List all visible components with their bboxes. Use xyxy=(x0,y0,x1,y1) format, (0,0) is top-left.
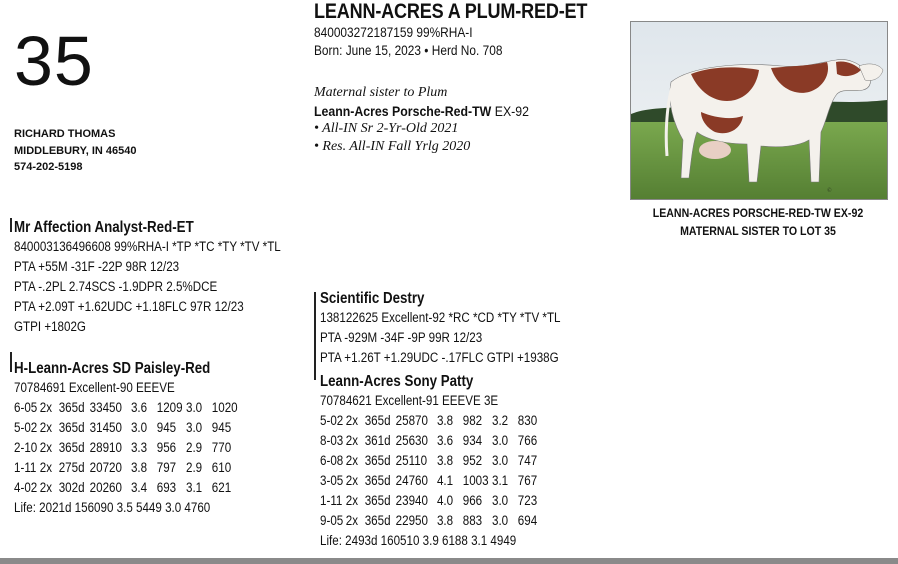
record-cell: 3.0 xyxy=(130,420,148,435)
record-cell: 5-02 xyxy=(14,420,38,435)
record-cell: 2x xyxy=(345,433,359,448)
record-cell: 3.0 xyxy=(186,400,203,415)
sire-line: PTA -.2PL 2.74SCS -1.9DPR 2.5%DCE xyxy=(14,279,218,294)
record-cell: 2x xyxy=(39,480,53,495)
sire-line: GTPI +1802G xyxy=(14,319,86,334)
grand-dam-name: Leann-Acres Sony Patty xyxy=(320,373,474,390)
record-cell: 1-11 xyxy=(320,493,343,508)
record-cell: 1003 xyxy=(462,473,489,488)
record-cell: 934 xyxy=(462,433,483,448)
record-cell: 365d xyxy=(364,493,391,508)
record-cell: 3.3 xyxy=(130,440,148,455)
dam-record-row xyxy=(14,438,241,458)
sister-score: EX-92 xyxy=(491,103,529,119)
consignor-city: MIDDLEBURY, IN 46540 xyxy=(14,144,137,157)
record-cell: 966 xyxy=(462,493,483,508)
sire-block xyxy=(14,218,324,337)
record-cell: 33450 xyxy=(89,400,122,415)
record-cell: 3.0 xyxy=(492,433,509,448)
record-cell: 6-08 xyxy=(320,453,344,468)
record-cell: 361d xyxy=(364,433,391,448)
photo-caption xyxy=(640,205,876,241)
record-cell: 694 xyxy=(517,513,538,528)
record-cell: 23940 xyxy=(395,493,428,508)
record-cell: 5-02 xyxy=(320,413,344,428)
record-cell: 8-03 xyxy=(320,433,344,448)
section-rule xyxy=(10,352,12,372)
record-cell: 2.9 xyxy=(186,440,203,455)
grand-dam-record-row xyxy=(320,411,547,431)
grand-dam-record-row xyxy=(320,471,547,491)
svg-text:©: © xyxy=(827,188,832,194)
record-cell: 952 xyxy=(462,453,483,468)
cow-photo-illustration xyxy=(631,22,887,199)
record-cell: 365d xyxy=(364,453,391,468)
sister-honor: • Res. All-IN Fall Yrlg 2020 xyxy=(314,139,471,154)
animal-registration: 840003272187159 99%RHA-I xyxy=(314,25,473,40)
animal-born: Born: June 15, 2023 • Herd No. 708 xyxy=(314,43,503,58)
maternal-sister-block xyxy=(314,84,614,156)
record-cell: 22950 xyxy=(395,513,428,528)
animal-name: LEANN-ACRES A PLUM-RED-ET xyxy=(314,0,588,23)
record-cell: 28910 xyxy=(89,440,122,455)
record-cell: 3.8 xyxy=(436,513,454,528)
sire-line: PTA +55M -31F -22P 98R 12/23 xyxy=(14,259,180,274)
record-cell: 1209 xyxy=(156,400,183,415)
photo-caption-line: LEANN-ACRES PORSCHE-RED-TW EX-92 xyxy=(652,208,864,220)
dam-life-record: Life: 2021d 156090 3.5 5449 3.0 4760 xyxy=(14,500,211,515)
record-cell: 610 xyxy=(211,460,232,475)
sire-name: Mr Affection Analyst-Red-ET xyxy=(14,219,194,236)
mgs-line: PTA -929M -34F -9P 99R 12/23 xyxy=(320,330,483,345)
dam-registration: 70784691 Excellent-90 EEEVE xyxy=(14,380,175,395)
consignor-info xyxy=(14,126,136,176)
maternal-grandsire-block xyxy=(320,289,600,368)
record-cell: 9-05 xyxy=(320,513,344,528)
consignor-phone: 574-202-5198 xyxy=(14,161,83,173)
record-cell: 365d xyxy=(364,413,391,428)
sister-name-text: Leann-Acres Porsche-Red-TW xyxy=(314,103,492,119)
mgs-name: Scientific Destry xyxy=(320,290,425,307)
record-cell: 2x xyxy=(39,460,53,475)
grand-dam-record-row xyxy=(320,491,547,511)
record-cell: 25630 xyxy=(395,433,428,448)
record-cell: 365d xyxy=(364,513,391,528)
record-cell: 982 xyxy=(462,413,483,428)
record-cell: 797 xyxy=(156,460,177,475)
record-cell: 3.8 xyxy=(436,413,454,428)
record-cell: 3.0 xyxy=(186,420,203,435)
record-cell: 3.0 xyxy=(492,513,509,528)
record-cell: 20720 xyxy=(89,460,122,475)
record-cell: 2x xyxy=(39,440,53,455)
record-cell: 723 xyxy=(517,493,538,508)
grand-dam-block xyxy=(320,372,584,551)
record-cell: 830 xyxy=(517,413,538,428)
section-rule xyxy=(10,218,12,232)
record-cell: 275d xyxy=(58,460,85,475)
record-cell: 25110 xyxy=(395,453,428,468)
record-cell: 365d xyxy=(58,440,85,455)
photo-caption-line: MATERNAL SISTER TO LOT 35 xyxy=(680,226,836,238)
record-cell: 2.9 xyxy=(186,460,203,475)
record-cell: 621 xyxy=(211,480,232,495)
record-cell: 24760 xyxy=(395,473,428,488)
record-cell: 2x xyxy=(345,513,359,528)
record-cell: 693 xyxy=(156,480,177,495)
grand-dam-record-row xyxy=(320,511,547,531)
record-cell: 883 xyxy=(462,513,483,528)
record-cell: 3.0 xyxy=(492,453,509,468)
record-cell: 1020 xyxy=(211,400,238,415)
dam-record-row xyxy=(14,478,241,498)
record-cell: 4-02 xyxy=(14,480,38,495)
record-cell: 3.6 xyxy=(436,433,454,448)
grand-dam-records-table xyxy=(320,411,547,531)
record-cell: 2x xyxy=(345,453,359,468)
mgs-line: PTA +1.26T +1.29UDC -.17FLC GTPI +1938G xyxy=(320,350,559,365)
grand-dam-record-row xyxy=(320,431,547,451)
record-cell: 2x xyxy=(345,473,359,488)
record-cell: 3.0 xyxy=(492,493,509,508)
consignor-name: RICHARD THOMAS xyxy=(14,128,116,140)
record-cell: 3.1 xyxy=(492,473,509,488)
dam-record-row xyxy=(14,418,241,438)
record-cell: 4.1 xyxy=(436,473,454,488)
record-cell: 766 xyxy=(517,433,538,448)
record-cell: 25870 xyxy=(395,413,428,428)
dam-records-table xyxy=(14,398,241,498)
record-cell: 3-05 xyxy=(320,473,344,488)
record-cell: 3.1 xyxy=(186,480,203,495)
dam-block xyxy=(14,359,278,518)
record-cell: 302d xyxy=(58,480,85,495)
record-cell: 31450 xyxy=(89,420,122,435)
record-cell: 365d xyxy=(58,400,85,415)
record-cell: 956 xyxy=(156,440,177,455)
record-cell: 4.0 xyxy=(436,493,454,508)
record-cell: 365d xyxy=(364,473,391,488)
record-cell: 2x xyxy=(345,413,359,428)
record-cell: 747 xyxy=(517,453,538,468)
dam-record-row xyxy=(14,458,241,478)
bottom-bar xyxy=(0,558,898,564)
sister-name xyxy=(314,102,578,120)
cow-photo xyxy=(630,21,888,200)
record-cell: 1-11 xyxy=(14,460,37,475)
record-cell: 20260 xyxy=(89,480,122,495)
sire-line: PTA +2.09T +1.62UDC +1.18FLC 97R 12/23 xyxy=(14,299,244,314)
record-cell: 3.8 xyxy=(130,460,148,475)
record-cell: 2x xyxy=(39,420,53,435)
grand-dam-record-row xyxy=(320,451,547,471)
record-cell: 767 xyxy=(517,473,538,488)
dam-record-row xyxy=(14,398,241,418)
grand-dam-registration: 70784621 Excellent-91 EEEVE 3E xyxy=(320,393,499,408)
record-cell: 3.2 xyxy=(492,413,509,428)
record-cell: 2x xyxy=(39,400,53,415)
record-cell: 3.6 xyxy=(130,400,148,415)
mgs-line: 138122625 Excellent-92 *RC *CD *TY *TV *TL xyxy=(320,310,561,325)
record-cell: 3.8 xyxy=(436,453,454,468)
maternal-intro: Maternal sister to Plum xyxy=(314,85,448,100)
record-cell: 770 xyxy=(211,440,232,455)
record-cell: 2-10 xyxy=(14,440,38,455)
record-cell: 3.4 xyxy=(130,480,148,495)
grand-dam-life-record: Life: 2493d 160510 3.9 6188 3.1 4949 xyxy=(320,533,517,548)
record-cell: 365d xyxy=(58,420,85,435)
dam-name: H-Leann-Acres SD Paisley-Red xyxy=(14,360,211,377)
sister-honor: • All-IN Sr 2-Yr-Old 2021 xyxy=(314,121,459,136)
record-cell: 945 xyxy=(211,420,232,435)
animal-header xyxy=(314,0,634,60)
record-cell: 6-05 xyxy=(14,400,38,415)
record-cell: 945 xyxy=(156,420,177,435)
lot-number: 35 xyxy=(14,22,94,100)
sire-line: 840003136496608 99%RHA-I *TP *TC *TY *TV *TL xyxy=(14,239,281,254)
record-cell: 2x xyxy=(345,493,359,508)
